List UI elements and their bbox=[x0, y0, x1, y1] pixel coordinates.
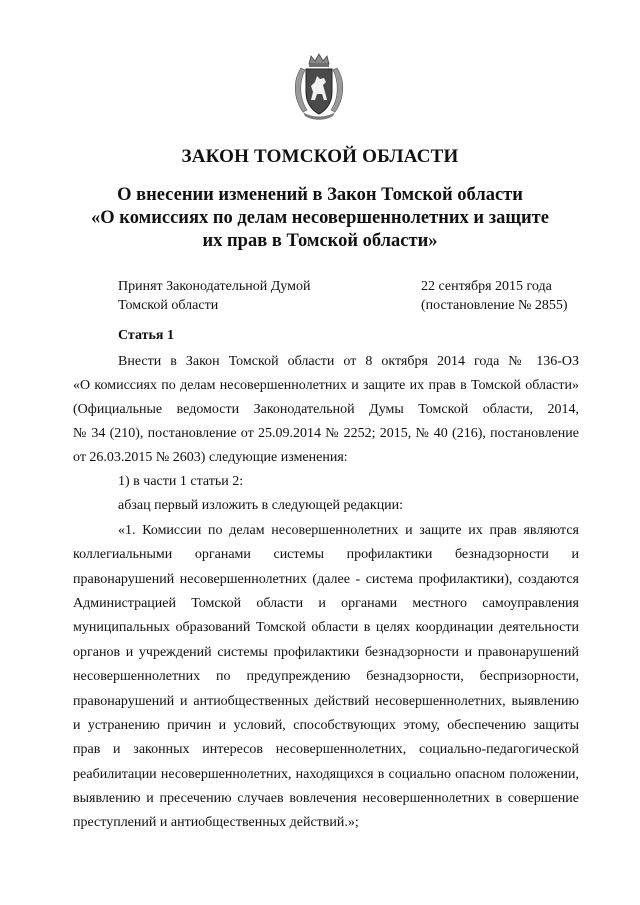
body-line: выявлению и пресечению случаев вовлечения несовершеннолетних в совершение bbox=[73, 791, 579, 806]
body-line: 1) в части 1 статьи 2: bbox=[118, 474, 244, 489]
body-line: абзац первый изложить в следующей редакции: bbox=[118, 498, 404, 513]
body-line: прав и законных интересов несовершеннолетних, социально-педагогической bbox=[73, 742, 579, 757]
adoption-date-line: 22 сентября 2015 года bbox=[421, 279, 552, 294]
body-line: (Официальные ведомости Законодательной Думы Томской области, 2014, bbox=[73, 402, 579, 417]
body-line: несовершеннолетних по предупреждению безнадзорности, беспризорности, bbox=[73, 669, 579, 684]
law-title: ЗАКОН ТОМСКОЙ ОБЛАСТИ bbox=[181, 146, 459, 167]
body-line: правонарушений несовершеннолетних (далее - система профилактики), создаются bbox=[73, 572, 579, 587]
subtitle-line: О внесении изменений в Закон Томской области bbox=[117, 185, 523, 205]
body-line: преступлений и антиобщественных действий.»; bbox=[73, 815, 359, 830]
adoption-date bbox=[421, 277, 568, 315]
subtitle-line: их прав в Томской области» bbox=[202, 231, 438, 251]
body-line: правонарушений и антиобщественных действий несовершеннолетних, выявлению bbox=[73, 694, 579, 709]
subtitle-line: «О комиссиях по делам несовершеннолетних и защите bbox=[91, 208, 549, 228]
adopted-by-line: Принят Законодательной Думой bbox=[118, 279, 311, 294]
article-heading: Статья 1 bbox=[118, 328, 174, 343]
body-line: коллегиальными органами системы профилактики безнадзорности и bbox=[73, 547, 579, 562]
resolution-number: (постановление № 2855) bbox=[421, 298, 568, 313]
body-line: реабилитации несовершеннолетних, находящихся в социально опасном положении, bbox=[73, 767, 579, 782]
adopted-by-line: Томской области bbox=[118, 298, 219, 313]
body-line: органов и учреждений системы профилактики безнадзорности и правонарушений bbox=[73, 645, 579, 660]
law-subtitle bbox=[60, 184, 580, 253]
body-line: муниципальных образований Томской области в целях координации деятельности bbox=[73, 620, 579, 635]
body-line: «1. Комиссии по делам несовершеннолетних и защите их прав являются bbox=[118, 523, 579, 538]
coat-of-arms-icon bbox=[289, 52, 349, 122]
body-line: от 26.03.2015 № 2603) следующие изменения: bbox=[73, 450, 348, 465]
body-line: «О комиссиях по делам несовершеннолетних и защите их прав в Томской области» bbox=[73, 378, 579, 393]
adopted-by bbox=[118, 277, 310, 315]
body-line: и устранению причин и условий, способствующих этому, обеспечению защиты bbox=[73, 718, 579, 733]
body-line: Администрацией Томской области и органами местного самоуправления bbox=[73, 596, 579, 611]
body-line: Внести в Закон Томской области от 8 октября 2014 года № 136-ОЗ bbox=[118, 354, 579, 369]
body-line: № 34 (210), постановление от 25.09.2014 № 2252; 2015, № 40 (216), постановление bbox=[73, 426, 579, 441]
